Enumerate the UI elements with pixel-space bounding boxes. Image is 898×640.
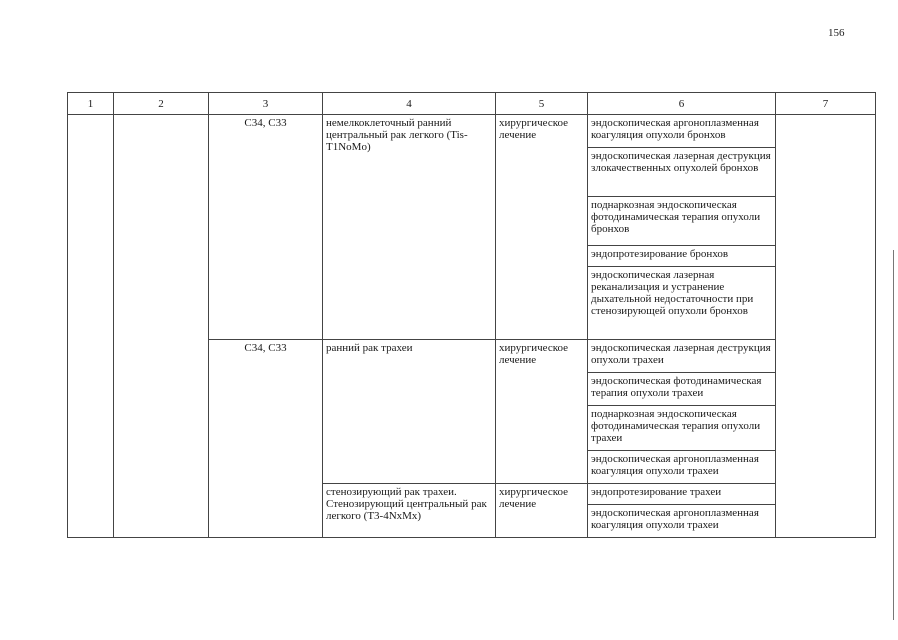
method-cell: эндоскопическая аргоноплазменная коагуляция опухоли трахеи [588, 505, 776, 538]
diagnosis-cell: немелкоклеточный ранний центральный рак легкого (Tis-T1NoMo) [323, 115, 496, 340]
method-cell: поднаркозная эндоскопическая фотодинамическая терапия опухоли трахеи [588, 406, 776, 451]
scan-edge-line [893, 250, 894, 620]
header-row [68, 93, 876, 115]
method-cell: эндоскопическая лазерная реканализация и устранение дыхательной недостаточности при стенозирующей опухоли бронхов [588, 267, 776, 340]
header-col-6: 6 [588, 93, 776, 115]
diagnosis-cell: ранний рак трахеи [323, 340, 496, 484]
treatment-type-cell: хирургическое лечение [496, 340, 588, 484]
medical-procedures-table [67, 92, 876, 538]
method-cell: эндопротезирование бронхов [588, 246, 776, 267]
icd-code-cell: С34, С33 [209, 115, 323, 340]
header-col-2: 2 [114, 93, 209, 115]
col-2-cell [114, 115, 209, 538]
icd-code-cell: С34, С33 [209, 340, 323, 538]
diagnosis-cell: стенозирующий рак трахеи. Стенозирующий центральный рак легкого (T3-4NxMx) [323, 484, 496, 538]
col-1-cell [68, 115, 114, 538]
treatment-type-cell: хирургическое лечение [496, 115, 588, 340]
header-col-5: 5 [496, 93, 588, 115]
page-number: 156 [828, 27, 845, 39]
table-row [68, 115, 876, 148]
method-cell: эндопротезирование трахеи [588, 484, 776, 505]
treatment-type-cell: хирургическое лечение [496, 484, 588, 538]
header-col-1: 1 [68, 93, 114, 115]
header-col-4: 4 [323, 93, 496, 115]
header-col-7: 7 [776, 93, 876, 115]
method-cell: эндоскопическая аргоноплазменная коагуляция опухоли бронхов [588, 115, 776, 148]
col-7-cell [776, 115, 876, 538]
method-cell: эндоскопическая лазерная деструкция опухоли трахеи [588, 340, 776, 373]
method-cell: эндоскопическая аргоноплазменная коагуляция опухоли трахеи [588, 451, 776, 484]
method-cell: поднаркозная эндоскопическая фотодинамическая терапия опухоли бронхов [588, 197, 776, 246]
method-cell: эндоскопическая лазерная деструкция злокачественных опухолей бронхов [588, 148, 776, 197]
header-col-3: 3 [209, 93, 323, 115]
method-cell: эндоскопическая фотодинамическая терапия опухоли трахеи [588, 373, 776, 406]
